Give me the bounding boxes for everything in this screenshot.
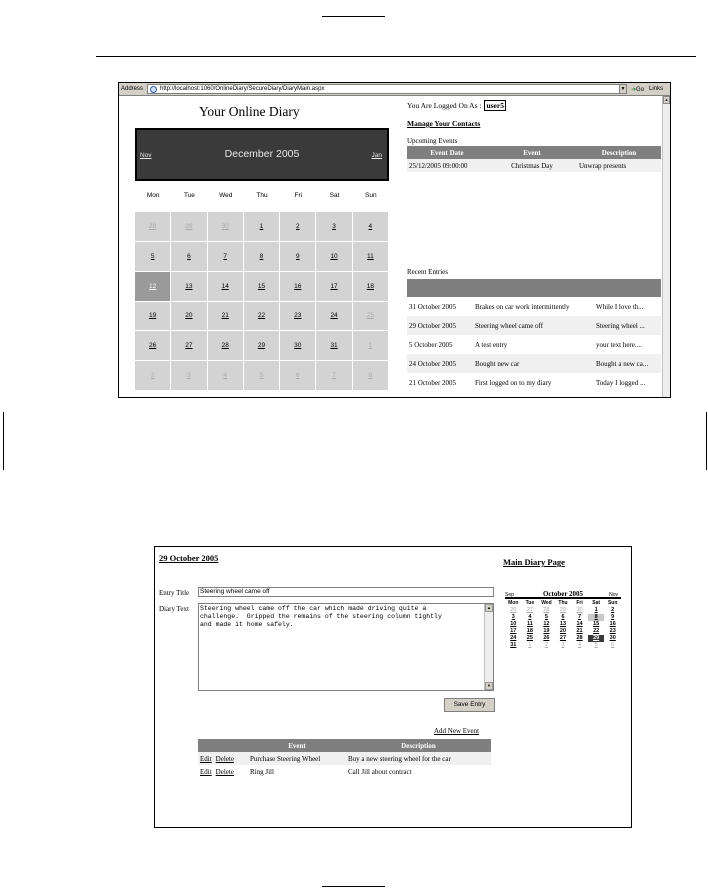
- scroll-down-icon[interactable]: ▼: [485, 682, 493, 690]
- diary-main-screenshot: [118, 82, 671, 398]
- page-title: Your Online Diary: [199, 104, 300, 119]
- calendar-header: [135, 128, 389, 181]
- day-of-week-label: Sun: [365, 192, 377, 199]
- diary-entry-screenshot: [154, 546, 632, 828]
- username-badge: user5: [486, 101, 504, 110]
- calendar-day[interactable]: 27: [171, 331, 207, 361]
- table-row: [407, 159, 661, 172]
- day-of-week-label: Sat: [329, 192, 340, 199]
- table-cell: 25/12/2005 09:00:00: [407, 159, 487, 172]
- calendar-day[interactable]: 18: [353, 272, 389, 302]
- delete-event-link[interactable]: Delete: [215, 754, 234, 763]
- calendar-day[interactable]: 11: [526, 621, 533, 627]
- calendar-day[interactable]: 5: [594, 642, 598, 648]
- calendar-day[interactable]: 23: [609, 628, 616, 634]
- manage-contacts-link[interactable]: Manage Your Contacts: [407, 119, 481, 128]
- calendar-day[interactable]: 10: [316, 242, 352, 272]
- recent-entries-header: [407, 279, 661, 297]
- add-new-event-link[interactable]: Add New Event: [434, 727, 480, 735]
- main-diary-page-link[interactable]: Main Diary Page: [503, 557, 565, 567]
- calendar-day[interactable]: 17: [510, 628, 517, 634]
- vertical-scrollbar[interactable]: [662, 96, 670, 398]
- calendar-day[interactable]: 14: [576, 621, 583, 627]
- calendar-day[interactable]: 22: [593, 628, 600, 634]
- calendar-day[interactable]: 26: [135, 331, 171, 361]
- list-item-cell: Brakes on car work intermittently: [475, 302, 570, 311]
- list-item[interactable]: [407, 354, 661, 373]
- mini-calendar-header: [505, 590, 621, 599]
- calendar-day[interactable]: 19: [135, 302, 171, 332]
- calendar-day[interactable]: 25: [526, 635, 533, 641]
- calendar-day[interactable]: 27: [526, 607, 533, 613]
- calendar-day[interactable]: 22: [244, 302, 280, 332]
- diary-text-area[interactable]: Steering wheel came off the car which made driving quite a challenge. Gripped the remains of the steering column tightly and made it home safely.: [198, 603, 494, 691]
- go-arrow-icon: ➜: [631, 87, 637, 93]
- list-item[interactable]: [407, 335, 661, 354]
- table-cell: Unwrap presents: [577, 159, 661, 172]
- list-item[interactable]: [407, 297, 661, 316]
- column-header-description: Description: [346, 739, 491, 752]
- calendar-day[interactable]: 30: [208, 212, 244, 242]
- calendar-day[interactable]: 1: [528, 642, 532, 648]
- day-of-week-label: Wed: [541, 600, 552, 606]
- list-item-cell: While I love th...: [596, 302, 644, 311]
- table-cell: Purchase Steering Wheel: [248, 752, 346, 765]
- calendar-day[interactable]: 6: [561, 614, 565, 620]
- calendar-day[interactable]: 31: [510, 642, 517, 648]
- month-calendar: [135, 128, 389, 391]
- calendar-day[interactable]: 15: [593, 621, 600, 627]
- url-text: http://localhost:1060/OnlineDiary/SecureDiary/DiaryMain.aspx: [160, 86, 325, 92]
- calendar-day[interactable]: 28: [543, 607, 550, 613]
- save-entry-button[interactable]: Save Entry: [444, 698, 495, 712]
- calendar-day[interactable]: 6: [611, 642, 615, 648]
- day-of-week-label: Fri: [294, 192, 303, 199]
- calendar-day[interactable]: 4: [353, 212, 389, 242]
- margin-line-right: [706, 412, 707, 470]
- calendar-day[interactable]: 16: [280, 272, 316, 302]
- calendar-day[interactable]: 8: [244, 242, 280, 272]
- calendar-day[interactable]: 5: [544, 614, 548, 620]
- calendar-day[interactable]: 16: [609, 621, 616, 627]
- calendar-day[interactable]: 3: [561, 642, 565, 648]
- prev-month-link[interactable]: Nov: [140, 152, 152, 159]
- day-of-week-label: Fri: [576, 600, 583, 606]
- calendar-day[interactable]: 29: [559, 607, 567, 613]
- column-header-event: Event: [487, 146, 577, 159]
- calendar-day[interactable]: 30: [576, 607, 583, 613]
- links-button[interactable]: Links: [649, 86, 664, 92]
- row-actions: [198, 752, 248, 765]
- scroll-up-icon[interactable]: ▲: [485, 604, 493, 612]
- day-of-week-label: Tue: [525, 600, 535, 606]
- calendar-day[interactable]: 25: [353, 302, 389, 332]
- calendar-day[interactable]: 14: [208, 272, 244, 302]
- calendar-day[interactable]: 30: [609, 635, 616, 641]
- day-of-week-label: Thu: [558, 600, 568, 606]
- calendar-day[interactable]: 26: [543, 635, 550, 641]
- recent-entries-list: [407, 297, 661, 392]
- calendar-day[interactable]: 23: [280, 302, 316, 332]
- calendar-day[interactable]: 8: [588, 614, 605, 621]
- address-label: Address: [121, 86, 144, 92]
- calendar-day[interactable]: 7: [578, 614, 582, 620]
- entry-title-label: Entry Title: [159, 589, 190, 597]
- calendar-day[interactable]: 3: [316, 212, 352, 242]
- calendar-day[interactable]: 1: [353, 331, 389, 361]
- calendar-day[interactable]: 6: [280, 361, 316, 391]
- list-item-cell: Bought new car: [475, 359, 520, 368]
- day-of-week-label: Mon: [508, 600, 519, 606]
- go-button[interactable]: ➜Go: [631, 87, 645, 93]
- url-input[interactable]: [147, 84, 627, 94]
- calendar-day[interactable]: 11: [353, 242, 389, 272]
- list-item-cell: First logged on to my diary: [475, 378, 552, 387]
- list-item-cell: Steering wheel ...: [596, 321, 645, 330]
- day-of-week-label: Mon: [146, 192, 160, 199]
- day-of-week-label: Wed: [219, 192, 233, 199]
- delete-event-link[interactable]: Delete: [215, 767, 234, 776]
- calendar-day[interactable]: 3: [171, 361, 207, 391]
- calendar-day[interactable]: 9: [611, 614, 615, 620]
- scroll-up-icon[interactable]: ▲: [664, 97, 669, 102]
- next-month-link[interactable]: Nov: [609, 592, 618, 598]
- chevron-down-icon[interactable]: ▼: [620, 86, 626, 92]
- edit-event-link[interactable]: Edit: [200, 767, 212, 776]
- upcoming-events-label: Upcoming Events: [407, 137, 458, 145]
- prev-month-link[interactable]: Sep: [505, 592, 514, 598]
- day-of-week-label: Sat: [592, 600, 601, 606]
- table-row: [198, 765, 491, 778]
- calendar-day[interactable]: 24: [316, 302, 352, 332]
- calendar-day[interactable]: 3: [511, 614, 515, 620]
- list-item[interactable]: [407, 316, 661, 335]
- calendar-day[interactable]: 17: [316, 272, 352, 302]
- calendar-day-selected[interactable]: 12: [135, 272, 171, 302]
- ie-page-icon: [150, 86, 157, 93]
- list-item-cell: Bought a new ca...: [596, 359, 649, 368]
- calendar-day[interactable]: 2: [135, 361, 171, 391]
- next-month-link[interactable]: Jan: [371, 152, 382, 159]
- calendar-day[interactable]: 13: [171, 272, 207, 302]
- day-of-week-row: [135, 181, 389, 211]
- table-cell: Call Jill about contract: [348, 767, 412, 776]
- calendar-day[interactable]: 10: [510, 621, 517, 627]
- calendar-day[interactable]: 2: [611, 607, 615, 613]
- calendar-day-selected[interactable]: 29: [588, 635, 605, 642]
- table-row: [198, 752, 491, 765]
- table-cell: Ring Jill: [250, 767, 274, 776]
- recent-entries-label: Recent Entries: [407, 268, 449, 276]
- day-of-week-row: [505, 599, 621, 607]
- margin-line-left: [3, 412, 4, 470]
- day-of-week-label: Tue: [183, 192, 195, 199]
- calendar-day[interactable]: 18: [526, 628, 533, 634]
- diary-text-label: Diary Text: [159, 605, 189, 613]
- list-item-cell: A test entry: [475, 340, 508, 349]
- list-item-cell: 29 October 2005: [409, 321, 457, 330]
- calendar-day[interactable]: 31: [316, 331, 352, 361]
- table-cell: Christmas Day: [487, 159, 577, 172]
- calendar-day[interactable]: 7: [316, 361, 352, 391]
- calendar-day[interactable]: 26: [510, 607, 517, 613]
- mini-calendar: [505, 590, 621, 649]
- calendar-day[interactable]: 12: [543, 621, 550, 627]
- edit-event-link[interactable]: Edit: [200, 754, 212, 763]
- day-of-week-label: Thu: [256, 192, 268, 199]
- row-actions: [198, 765, 248, 778]
- column-header-actions: [198, 739, 248, 752]
- header-rule: [96, 56, 696, 57]
- calendar-day[interactable]: 13: [559, 621, 567, 627]
- list-item-cell: 21 October 2005: [409, 378, 457, 387]
- calendar-day[interactable]: 5: [244, 361, 280, 391]
- calendar-day[interactable]: 20: [171, 302, 207, 332]
- list-item-cell: your text here....: [596, 340, 642, 349]
- calendar-day[interactable]: 5: [135, 242, 171, 272]
- entry-title-input[interactable]: Steering wheel came off: [198, 587, 494, 597]
- calendar-day[interactable]: 28: [576, 635, 583, 641]
- table-cell: Buy a new steering wheel for the car: [346, 752, 491, 765]
- textarea-scrollbar[interactable]: [484, 604, 493, 690]
- calendar-month-title: December 2005: [224, 148, 300, 160]
- day-of-week-label: Sun: [607, 600, 618, 606]
- list-item-cell: 5 October 2005: [409, 340, 453, 349]
- calendar-day[interactable]: 7: [208, 242, 244, 272]
- calendar-day[interactable]: 27: [559, 635, 567, 641]
- calendar-day[interactable]: 28: [135, 212, 171, 242]
- calendar-days-grid: [505, 607, 621, 649]
- list-item[interactable]: [407, 373, 661, 392]
- list-item-cell: 31 October 2005: [409, 302, 457, 311]
- calendar-day[interactable]: 29: [171, 212, 207, 242]
- calendar-day[interactable]: 4: [528, 614, 532, 620]
- calendar-day[interactable]: 8: [353, 361, 389, 391]
- calendar-day[interactable]: 28: [208, 331, 244, 361]
- calendar-day[interactable]: 2: [280, 212, 316, 242]
- calendar-day[interactable]: 19: [543, 628, 550, 634]
- entry-date-heading: 29 October 2005: [159, 553, 219, 563]
- top-short-rule: [322, 16, 385, 17]
- calendar-day[interactable]: 1: [594, 607, 598, 613]
- column-header-event-date: Event Date: [407, 146, 487, 159]
- list-item-cell: Today I logged ...: [596, 378, 646, 387]
- calendar-day[interactable]: 4: [208, 361, 244, 391]
- logged-on-status: [407, 100, 506, 111]
- calendar-day[interactable]: 9: [280, 242, 316, 272]
- calendar-day[interactable]: 4: [578, 642, 582, 648]
- upcoming-events-table: [407, 146, 661, 172]
- calendar-day[interactable]: 6: [171, 242, 207, 272]
- calendar-day[interactable]: 21: [576, 628, 583, 634]
- column-header-description: Description: [577, 146, 661, 159]
- calendar-day[interactable]: 2: [544, 642, 548, 648]
- calendar-day[interactable]: 15: [244, 272, 280, 302]
- list-item-cell: Steering wheel came off: [475, 321, 544, 330]
- column-header-event: Event: [248, 739, 346, 752]
- calendar-day[interactable]: 24: [510, 635, 517, 641]
- calendar-day[interactable]: 29: [244, 331, 280, 361]
- calendar-day[interactable]: 1: [244, 212, 280, 242]
- bottom-short-rule: [322, 886, 385, 887]
- calendar-day[interactable]: 20: [559, 628, 567, 634]
- address-bar: [119, 83, 670, 96]
- entry-events-table: [198, 739, 491, 778]
- list-item-cell: 24 October 2005: [409, 359, 457, 368]
- logged-on-label: You Are Logged On As :: [407, 101, 482, 110]
- calendar-day[interactable]: 21: [208, 302, 244, 332]
- mini-calendar-month-title: October 2005: [542, 590, 584, 598]
- calendar-day[interactable]: 30: [280, 331, 316, 361]
- calendar-days-grid: [135, 211, 389, 391]
